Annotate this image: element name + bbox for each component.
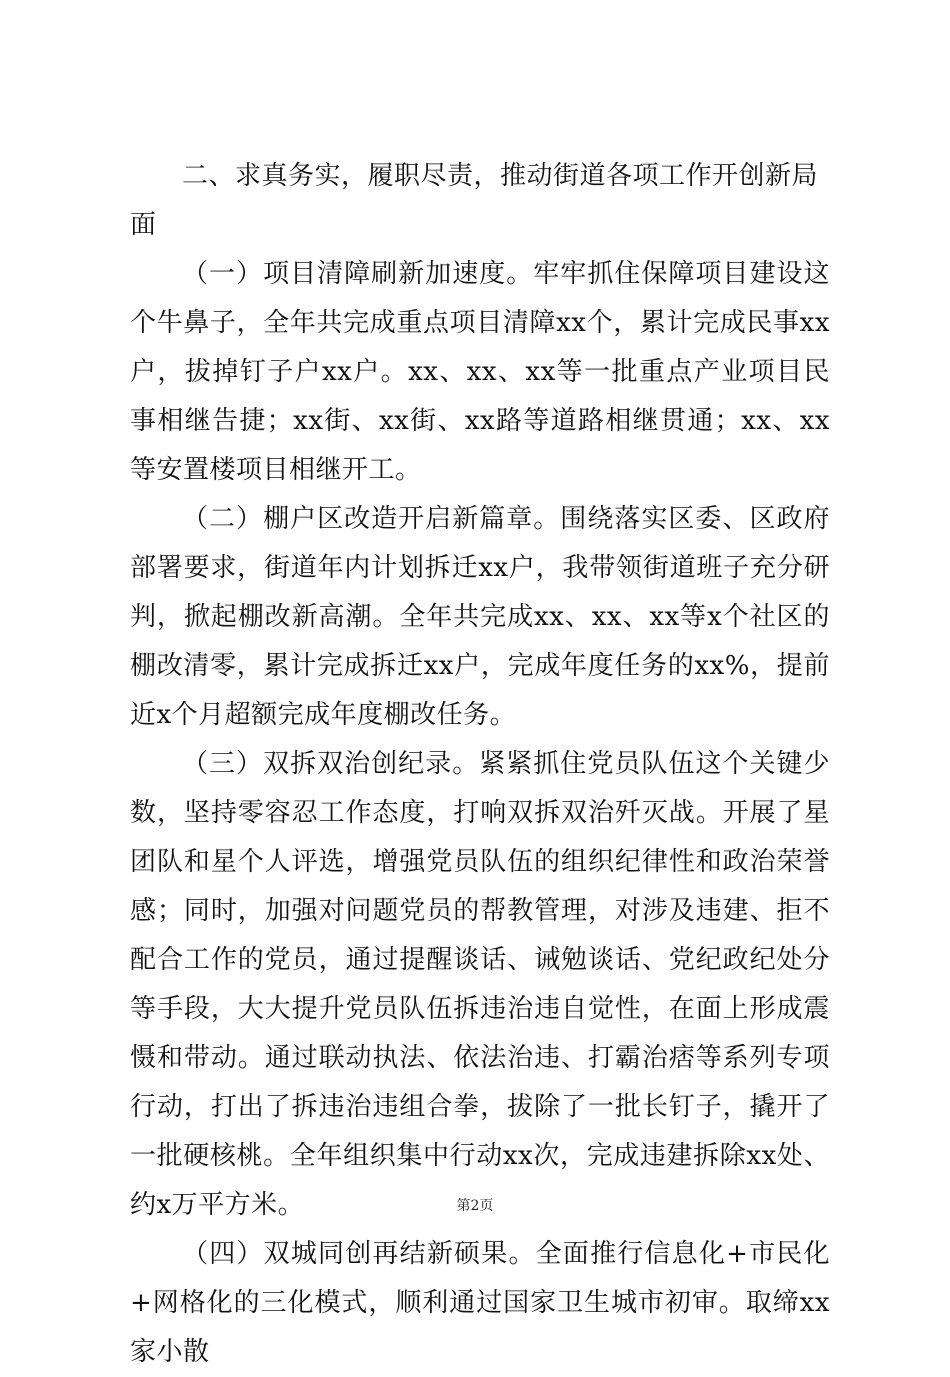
paragraph-project-clearance: （一）项目清障刷新加速度。牢牢抓住保障项目建设这个牛鼻子，全年共完成重点项目清障xx个，累计完成民事xx户，拔掉钉子户xx户。xx、xx、xx等一批重点产业项目民事相继告捷；xx街、xx街、xx路等道路相继贯通；xx、xx等安置楼项目相继开工。 [130,259,830,485]
paragraph-demolition-record: （三）双拆双治创纪录。紧紧抓住党员队伍这个关键少数，坚持零容忍工作态度，打响双拆双治歼灭战。开展了星团队和星个人评选，增强党员队伍的组织纪律性和政治荣誉感；同时，加强对问题党员的帮教管理，对涉及违建、拒不配合工作的党员，通过提醒谈话、诫勉谈话、党纪政纪处分等手段，大大提升党员队伍拆违治违自觉性，在面上形成震慑和带动。通过联动执法、依法治违、打霸治痞等系列专项行动，打出了拆违治违组合拳，拔除了一批长钉子，撬开了一批硬核桃。全年组织集中行动xx次，完成违建拆除xx处、约x万平方米。 [130,749,830,1220]
paragraph-shantytown-renovation: （二）棚户区改造开启新篇章。围绕落实区委、区政府部署要求，街道年内计划拆迁xx户，我带领街道班子充分研判，掀起棚改新高潮。全年共完成xx、xx、xx等x个社区的棚改清零，累计完成拆迁xx户，完成年度任务的xx%，提前近x个月超额完成年度棚改任务。 [130,504,830,730]
page-number: 第2页 [456,1198,494,1214]
paragraph-city-creation: （四）双城同创再结新硕果。全面推行信息化+市民化+网格化的三化模式，顺利通过国家卫生城市初审。取缔xx家小散 [130,1239,830,1367]
document-body [130,152,830,1377]
section-heading: 二、求真务实，履职尽责，推动街道各项工作开创新局面 [130,161,819,240]
